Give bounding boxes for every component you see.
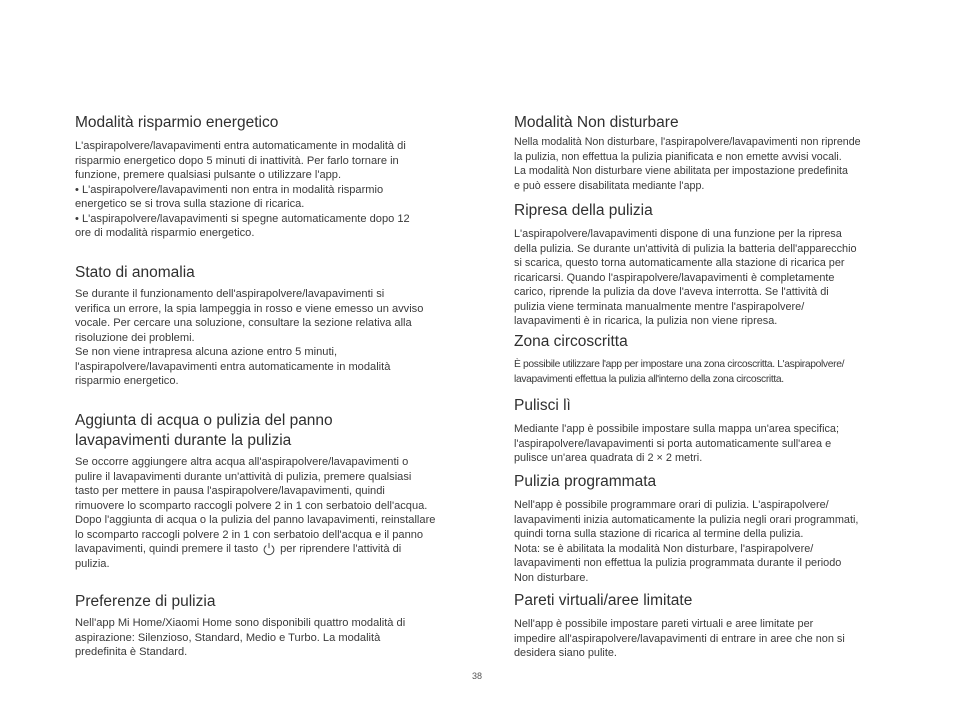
section-do-not-disturb	[514, 113, 882, 193]
section-body: Nell'app Mi Home/Xiaomi Home sono disponibili quattro modalità di aspirazione: Silenzioso, Standard, Medio e Turbo. La modalità predefinita è Standard.	[75, 617, 406, 659]
section-title: Aggiunta di acqua o pulizia del panno lavapavimenti durante la pulizia	[75, 412, 333, 449]
section-title: Pareti virtuali/aree limitate	[514, 592, 693, 609]
section-virtual-walls	[514, 591, 882, 661]
section-resume-cleaning	[514, 201, 882, 329]
section-body: Mediante l'app è possibile impostare sulla mappa un'area specifica; l'aspirapolvere/lavapavimenti si porta automaticamente sull'area e pulisce un'area quadrata di 2 × 2 metri.	[514, 423, 840, 465]
section-energy-saving	[75, 113, 441, 241]
section-spot-clean	[514, 396, 882, 466]
section-title: Zona circoscritta	[514, 333, 628, 350]
section-title: Modalità risparmio energetico	[75, 114, 279, 131]
section-body	[75, 455, 441, 571]
section-error-state	[75, 263, 441, 389]
section-body: L'aspirapolvere/lavapavimenti entra automaticamente in modalità di risparmio energetico dopo 5 minuti di inattività. Per farlo tornare in funzione, premere qualsiasi pulsante o utilizzare l'app. • L'aspirapolvere/lavapavimenti non entra in modalità risparmio energetico se si trova sulla stazione di ricarica. • L'aspirapolvere/lavapavimenti si spegne automaticamente dopo 12 ore di modalità risparmio energetico.	[75, 140, 410, 240]
section-body-text-after: per riprendere l'attività di pulizia.	[75, 543, 402, 570]
section-title: Modalità Non disturbare	[514, 114, 679, 131]
section-title: Pulizia programmata	[514, 473, 657, 490]
page-number: 38	[471, 671, 482, 681]
section-title: Stato di anomalia	[75, 264, 195, 281]
section-body: Nell'app è possibile impostare pareti virtuali e aree limitate per impedire all'aspirapolvere/lavapavimenti di entrare in aree che non si desidera siano pulite.	[514, 618, 845, 660]
section-body: Se durante il funzionamento dell'aspirapolvere/lavapavimenti si verifica un errore, la spia lampeggia in rosso e viene emesso un avviso vocale. Per cercare una soluzione, consultare la sezione relativa alla risoluzione dei problemi. Se non viene intrapresa alcuna azione entro 5 minuti, l'aspirapolvere/lavapavimenti entra automaticamente in modalità risparmio energetico.	[75, 288, 424, 388]
section-add-water	[75, 411, 441, 571]
power-icon	[262, 542, 276, 556]
section-scheduled-cleaning	[514, 472, 882, 585]
section-body: È possibile utilizzare l'app per impostare una zona circoscritta. L'aspirapolvere/ lavapavimenti effettua la pulizia all'interno della zona circoscritta.	[514, 359, 845, 385]
section-body: Nella modalità Non disturbare, l'aspirapolvere/lavapavimenti non riprende la pulizia, non effettua la pulizia pianificata e non emette avvisi vocali. La modalità Non disturbare viene abilitata per impostazione predefinita e può essere disabilitata mediante l'app.	[514, 136, 861, 192]
section-zone	[514, 332, 882, 387]
section-body: Nell'app è possibile programmare orari di pulizia. L'aspirapolvere/ lavapavimenti inizia automaticamente la pulizia negli orari programmati, quindi torna sulla stazione di ricarica al termine della pulizia. Nota: se è abilitata la modalità Non disturbare, l'aspirapolvere/ lavapavimenti non effettua la pulizia programmata durante il periodo Non disturbare.	[514, 499, 859, 584]
section-title: Preferenze di pulizia	[75, 593, 216, 610]
section-cleaning-preferences	[75, 592, 441, 660]
section-body-text: Se occorre aggiungere altra acqua all'aspirapolvere/lavapavimenti o pulire il lavapavimenti durante un'attività di pulizia, premere qualsiasi tasto per mettere in pausa l'aspirapolvere/lavapavimenti, quindi rimuovere lo scomparto raccogli polvere 2 in 1 con serbatoio dell'acqua. Dopo l'aggiunta di acqua o la pulizia del panno lavapavimenti, reinstallare lo scomparto raccogli polvere 2 in 1 con serbatoio dell'acqua e il panno lavapavimenti, quindi premere il tasto	[75, 456, 436, 556]
section-title: Ripresa della pulizia	[514, 202, 653, 219]
section-body: L'aspirapolvere/lavapavimenti dispone di una funzione per la ripresa della pulizia. Se durante un'attività di pulizia la batteria dell'apparecchio si scarica, questo torna automaticamente alla stazione di ricarica per ricaricarsi. Quando l'aspirapolvere/lavapavimenti è completamente carico, riprende la pulizia da dove l'aveva interrotta. Se l'attività di pulizia viene terminata manualmente mentre l'aspirapolvere/ lavapavimenti è in ricarica, la pulizia non viene ripresa.	[514, 228, 857, 328]
section-title: Pulisci lì	[514, 397, 571, 414]
